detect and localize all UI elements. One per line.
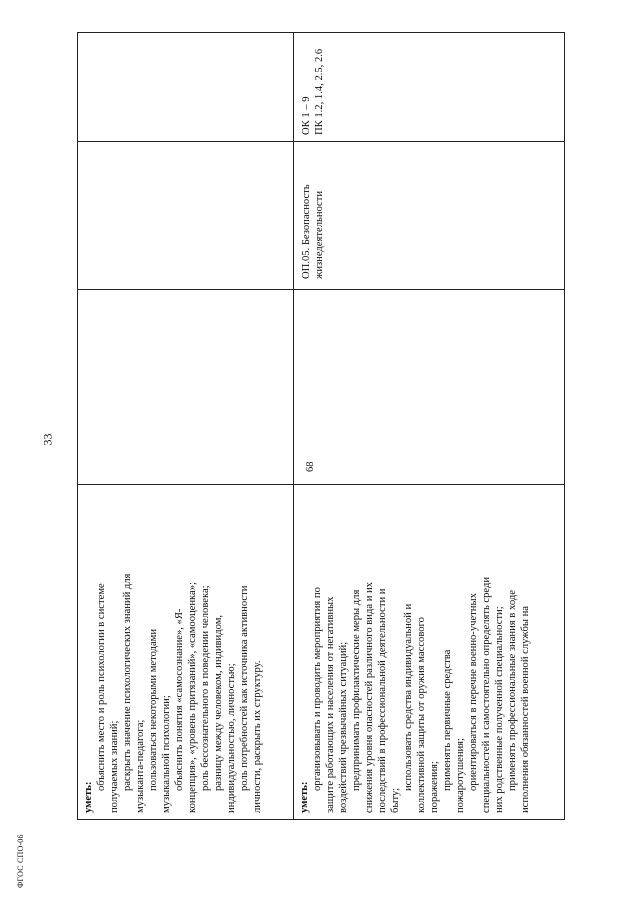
skill-line: воздействий чрезвычайных ситуаций; xyxy=(338,641,349,813)
skill-line: музыкальной психологии; xyxy=(161,695,172,813)
skill-line: защите работающих и населения от негативных xyxy=(325,596,336,813)
rotated-table xyxy=(77,32,565,820)
skills-cell xyxy=(294,485,564,820)
skill-line: индивидуальностью, личностью; xyxy=(226,663,237,813)
hours-value: 68 xyxy=(305,461,316,472)
discipline-cell xyxy=(78,142,293,290)
competence-cell xyxy=(78,32,293,142)
skill-line: исполнения обязанностей военной службы на xyxy=(520,605,531,813)
skill-line: роль потребностей как источника активности xyxy=(239,585,250,791)
competence-codes xyxy=(300,35,326,135)
skill-line: разницу между человеком, индивидом, xyxy=(213,614,224,791)
table-grid xyxy=(77,32,565,820)
skill-line: организовывать и проводить мероприятия по xyxy=(312,587,323,791)
skill-line: предпринимать профилактические меры для xyxy=(351,589,362,791)
footer-code: ФГОС СПО-06 xyxy=(16,834,25,888)
skill-line: пожаротушения; xyxy=(455,738,466,813)
skill-line: раскрыть значение психологических знаний для xyxy=(122,573,133,791)
discipline-name: ОП.05. Безопасность жизнедеятельности xyxy=(301,184,325,279)
skill-line: применять первичные средства xyxy=(442,649,453,791)
skill-line: снижения уровня опасностей различного вида и их xyxy=(364,582,375,813)
professional-competences: ПК 1.2, 1.4, 2.5, 2.6 xyxy=(314,48,325,135)
skill-line: музыканта-педагога; xyxy=(135,719,146,813)
skill-line: них родственные полученной специальности; xyxy=(494,606,505,813)
skill-line: получаемых знаний; xyxy=(109,720,120,813)
skill-line: личности, раскрыть их структуру. xyxy=(252,660,263,813)
skills-heading: уметь: xyxy=(299,781,310,813)
skill-line: пользоваться некоторыми методами xyxy=(148,628,159,791)
table-row xyxy=(293,32,565,820)
skill-line: ориентироваться в перечне военно-учетных xyxy=(468,593,479,791)
skill-line: быту; xyxy=(390,787,401,813)
skill-line: специальностей и самостоятельно определять среди xyxy=(481,576,492,813)
skill-line: роль бессознательного в поведении человека; xyxy=(200,585,211,791)
skill-line: объяснить место и роль психологии в системе xyxy=(96,583,107,791)
skills-text xyxy=(298,491,532,813)
skills-heading: уметь: xyxy=(83,781,94,813)
skill-line: коллективной защиты от оружия массового xyxy=(416,617,427,813)
skill-line: последствий в профессиональной деятельности и xyxy=(377,588,388,813)
skills-text xyxy=(82,491,264,813)
skill-line: концепция», «уровень притязаний», «самооценка»; xyxy=(187,582,198,813)
hours-cell xyxy=(294,290,564,485)
general-competences: ОК 1 – 9 xyxy=(301,96,312,135)
skills-cell xyxy=(78,485,293,820)
skill-line: использовать средства индивидуальной и xyxy=(403,603,414,791)
skill-line: применять профессиональные знания в ходе xyxy=(507,590,518,791)
page-number: 33 xyxy=(40,433,55,446)
competence-cell xyxy=(294,32,564,142)
skill-line: объяснить понятия «самосознание», «Я- xyxy=(174,608,185,791)
table-row xyxy=(77,32,293,820)
hours-cell xyxy=(78,290,293,485)
skill-line: поражения; xyxy=(429,760,440,813)
discipline-cell xyxy=(294,142,564,290)
